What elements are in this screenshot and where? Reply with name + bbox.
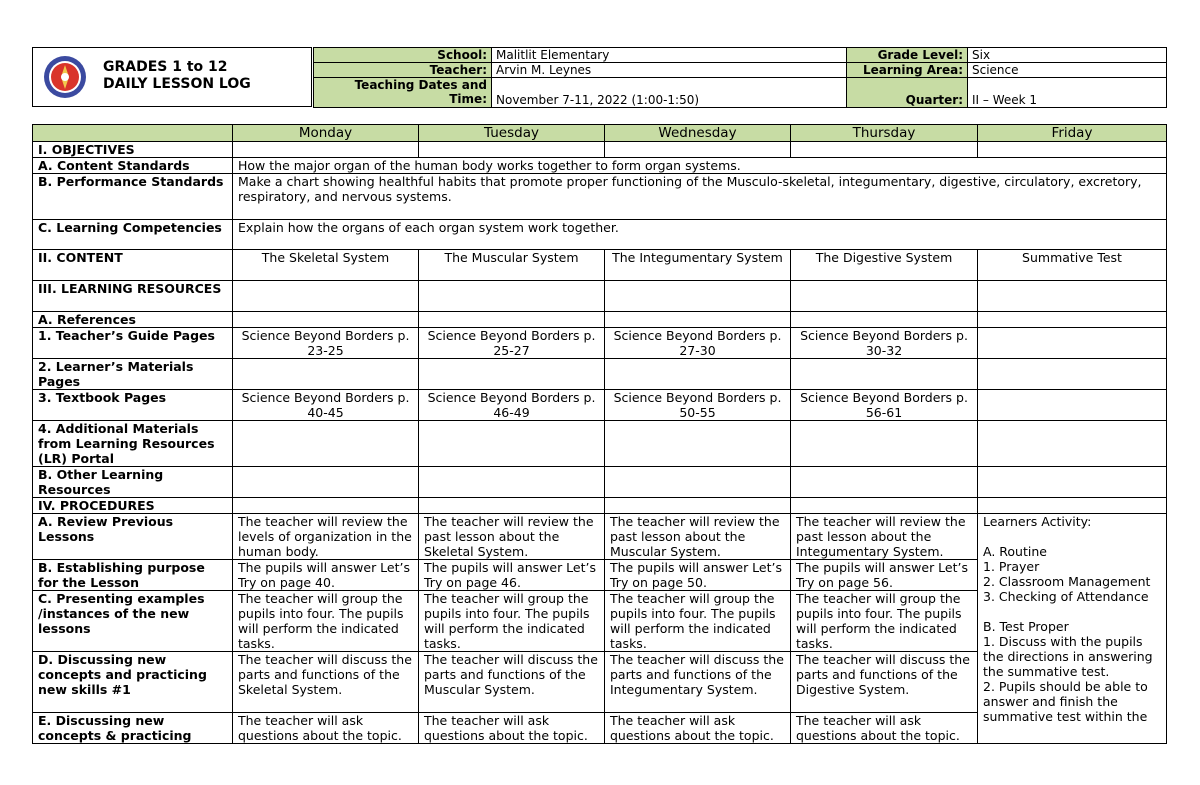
objectives-heading: I. OBJECTIVES (33, 142, 233, 158)
discuss2-tuesday: The teacher will ask questions about the topic. (419, 713, 605, 744)
teacher-label: Teacher: (314, 63, 492, 78)
tg-thursday: Science Beyond Borders p. 30-32 (791, 328, 978, 359)
discuss1-tuesday: The teacher will discuss the parts and functions of the Muscular System. (419, 652, 605, 713)
content-monday: The Skeletal System (233, 250, 419, 281)
other-resources-label: B. Other Learning Resources (33, 467, 233, 498)
corner-cell (33, 125, 233, 142)
grade-label: Grade Level: (847, 48, 968, 63)
content-thursday: The Digestive System (791, 250, 978, 281)
dates-label (314, 78, 492, 108)
textbook-wednesday: Science Beyond Borders p. 50-55 (605, 390, 791, 421)
references-label: A. References (33, 312, 233, 328)
learning-competencies-label: C. Learning Competencies (33, 220, 233, 250)
examples-thursday: The teacher will group the pupils into four. The pupils will perform the indicated tasks. (791, 591, 978, 652)
quarter-label: Quarter: (847, 78, 968, 108)
content-tuesday: The Muscular System (419, 250, 605, 281)
day-tuesday: Tuesday (419, 125, 605, 142)
discuss1-wednesday: The teacher will discuss the parts and functions of the Integumentary System. (605, 652, 791, 713)
school-value: Malitlit Elementary (492, 48, 847, 63)
discuss1-label: D. Discussing new concepts and practicing new skills #1 (33, 652, 233, 713)
friday-line (983, 529, 1161, 544)
purpose-wednesday: The pupils will answer Let’s Try on page 50. (605, 560, 791, 591)
textbook-monday: Science Beyond Borders p. 40-45 (233, 390, 419, 421)
grade-value: Six (968, 48, 1167, 63)
content-standards-value: How the major organ of the human body works together to form organ systems. (233, 158, 1167, 174)
friday-line (983, 604, 1161, 619)
day-monday: Monday (233, 125, 419, 142)
performance-standards-label: B. Performance Standards (33, 174, 233, 220)
examples-monday: The teacher will group the pupils into four. The pupils will perform the indicated tasks. (233, 591, 419, 652)
review-label: A. Review Previous Lessons (33, 514, 233, 560)
tg-tuesday: Science Beyond Borders p. 25-27 (419, 328, 605, 359)
textbook-tuesday: Science Beyond Borders p. 46-49 (419, 390, 605, 421)
friday-line: Learners Activity: (983, 514, 1092, 529)
discuss2-wednesday: The teacher will ask questions about the topic. (605, 713, 791, 744)
tg-friday (978, 328, 1167, 359)
tg-wednesday: Science Beyond Borders p. 27-30 (605, 328, 791, 359)
friday-activity (978, 514, 1167, 744)
area-value: Science (968, 63, 1167, 78)
review-wednesday: The teacher will review the past lesson about the Muscular System. (605, 514, 791, 560)
discuss1-monday: The teacher will discuss the parts and functions of the Skeletal System. (233, 652, 419, 713)
friday-line: B. Test Proper (983, 619, 1069, 634)
textbook-thursday: Science Beyond Borders p. 56-61 (791, 390, 978, 421)
dates-label-line2: Time: (449, 92, 487, 106)
discuss2-label: E. Discussing new concepts & practicing (33, 713, 233, 744)
examples-label: C. Presenting examples /instances of the new lessons (33, 591, 233, 652)
examples-wednesday: The teacher will group the pupils into four. The pupils will perform the indicated tasks. (605, 591, 791, 652)
learners-materials-label: 2. Learner’s Materials Pages (33, 359, 233, 390)
header-info-table (313, 47, 1167, 108)
content-friday: Summative Test (978, 250, 1167, 281)
area-label: Learning Area: (847, 63, 968, 78)
tg-monday: Science Beyond Borders p. 23-25 (233, 328, 419, 359)
friday-line: 2. Classroom Management (983, 574, 1151, 589)
teacher-value: Arvin M. Leynes (492, 63, 847, 78)
examples-tuesday: The teacher will group the pupils into four. The pupils will perform the indicated tasks. (419, 591, 605, 652)
discuss2-thursday: The teacher will ask questions about the topic. (791, 713, 978, 744)
lesson-log-table (32, 124, 1167, 744)
purpose-monday: The pupils will answer Let’s Try on page 40. (233, 560, 419, 591)
additional-materials-label: 4. Additional Materials from Learning Resources (LR) Portal (33, 421, 233, 467)
purpose-thursday: The pupils will answer Let’s Try on page 56. (791, 560, 978, 591)
purpose-tuesday: The pupils will answer Let’s Try on page 46. (419, 560, 605, 591)
textbook-label: 3. Textbook Pages (33, 390, 233, 421)
form-title-line2: DAILY LESSON LOG (103, 76, 251, 92)
friday-line: 1. Prayer (983, 559, 1040, 574)
title-box (32, 47, 312, 107)
dates-label-line1: Teaching Dates and (354, 78, 487, 92)
friday-line: 2. Pupils should be able to answer and finish the summative test within the (983, 679, 1148, 724)
friday-line: 3. Checking of Attendance (983, 589, 1149, 604)
content-label: II. CONTENT (33, 250, 233, 281)
quarter-value: II – Week 1 (968, 78, 1167, 108)
performance-standards-value: Make a chart showing healthful habits that promote proper functioning of the Musculo-skeletal, integumentary, digestive, circulatory, excretory, respiratory, and nervous systems. (233, 174, 1167, 220)
day-friday: Friday (978, 125, 1167, 142)
review-monday: The teacher will review the levels of organization in the human body. (233, 514, 419, 560)
procedures-label: IV. PROCEDURES (33, 498, 233, 514)
deped-seal-icon (43, 55, 87, 99)
school-label: School: (314, 48, 492, 63)
learning-resources-label: III. LEARNING RESOURCES (33, 281, 233, 312)
discuss2-monday: The teacher will ask questions about the topic. (233, 713, 419, 744)
dates-value: November 7-11, 2022 (1:00-1:50) (492, 78, 847, 108)
friday-line: A. Routine (983, 544, 1047, 559)
content-standards-label: A. Content Standards (33, 158, 233, 174)
review-tuesday: The teacher will review the past lesson about the Skeletal System. (419, 514, 605, 560)
discuss1-thursday: The teacher will discuss the parts and functions of the Digestive System. (791, 652, 978, 713)
day-wednesday: Wednesday (605, 125, 791, 142)
purpose-label: B. Establishing purpose for the Lesson (33, 560, 233, 591)
content-wednesday: The Integumentary System (605, 250, 791, 281)
textbook-friday (978, 390, 1167, 421)
teachers-guide-label: 1. Teacher’s Guide Pages (33, 328, 233, 359)
review-thursday: The teacher will review the past lesson about the Integumentary System. (791, 514, 978, 560)
day-thursday: Thursday (791, 125, 978, 142)
friday-line: 1. Discuss with the pupils the directions in answering the summative test. (983, 634, 1153, 679)
learning-competencies-value: Explain how the organs of each organ system work together. (233, 220, 1167, 250)
form-title-line1: GRADES 1 to 12 (103, 59, 228, 75)
